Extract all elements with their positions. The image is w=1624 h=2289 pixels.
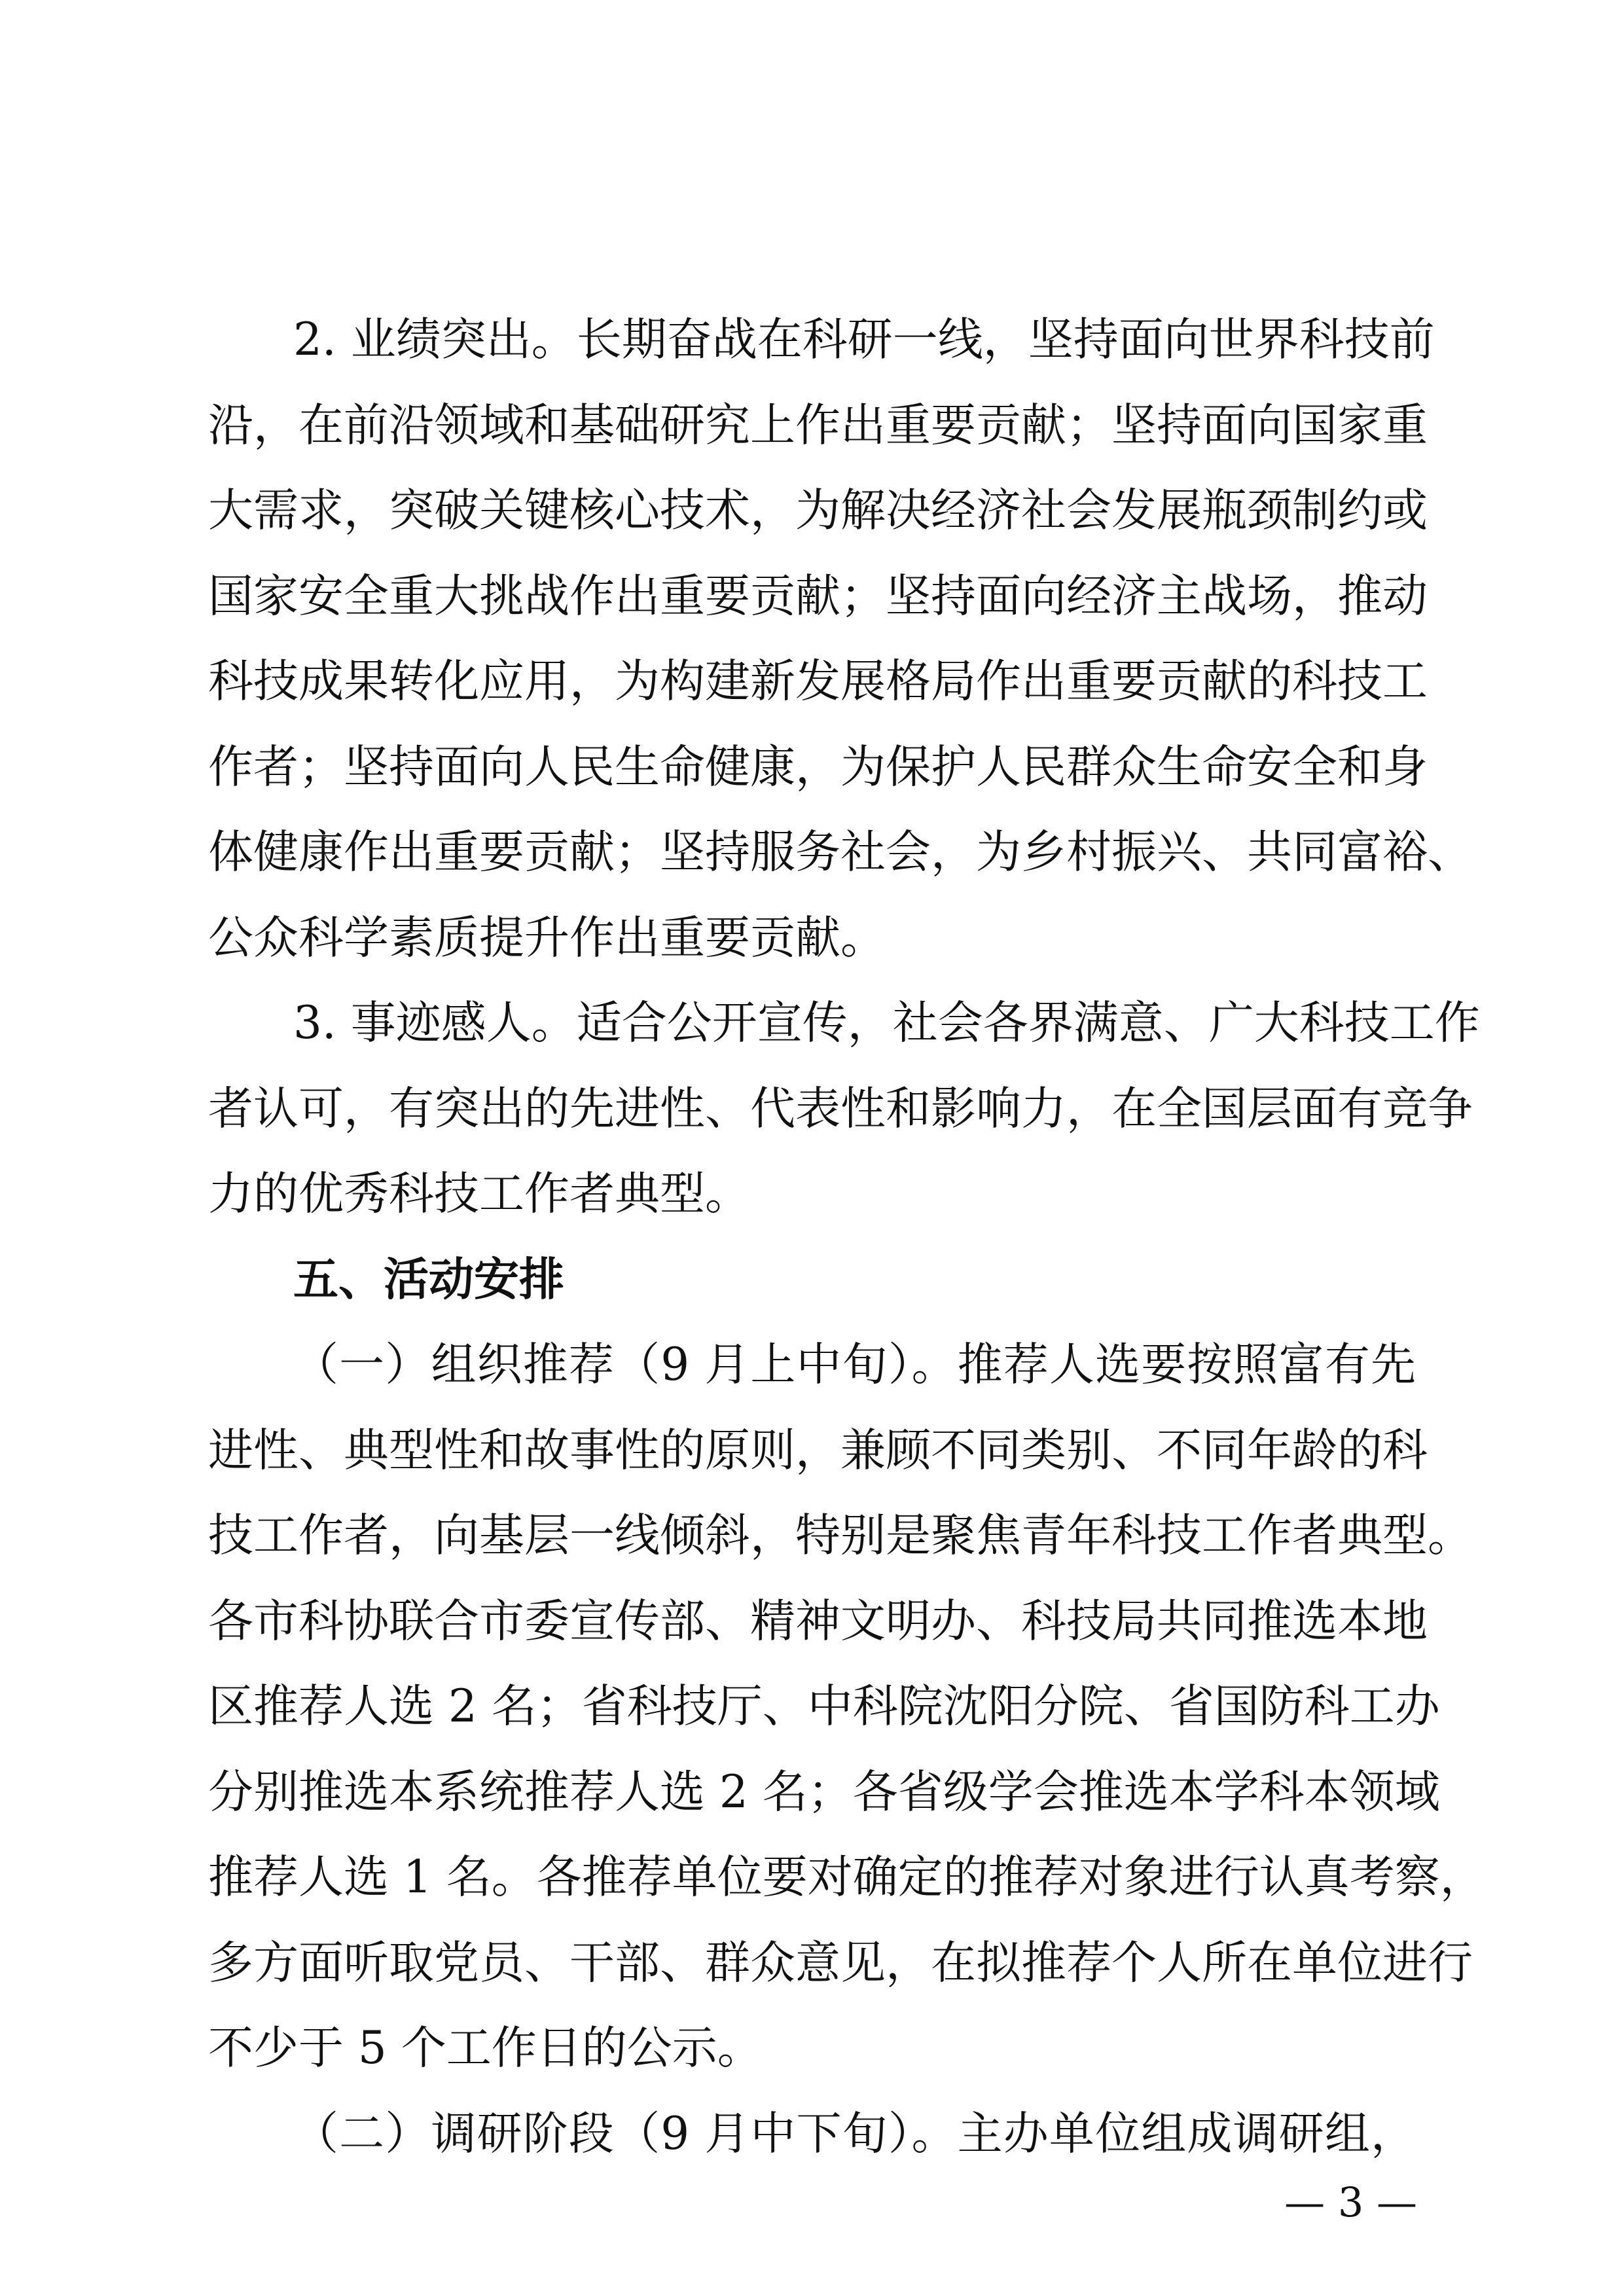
paragraph-line: 技工作者，向基层一线倾斜，特别是聚焦青年科技工作者典型。 bbox=[208, 1509, 1473, 1562]
paragraph-line: 作者；坚持面向人民生命健康，为保护人民群众生命安全和身 bbox=[208, 741, 1428, 793]
paragraph-line: （一）组织推荐（9 月上中旬）。推荐人选要按照富有先 bbox=[293, 1339, 1416, 1391]
paragraph-line: 公众科学素质提升作出重要贡献。 bbox=[208, 912, 886, 964]
paragraph-line: 国家安全重大挑战作出重要贡献；坚持面向经济主战场，推动 bbox=[208, 570, 1428, 622]
paragraph-line: 力的优秀科技工作者典型。 bbox=[208, 1168, 750, 1220]
paragraph-line: 区推荐人选 2 名；省科技厅、中科院沈阳分院、省国防科工办 bbox=[208, 1680, 1440, 1733]
paragraph-line: 分别推选本系统推荐人选 2 名；各省级学会推选本学科本领域 bbox=[208, 1766, 1440, 1818]
paragraph-line: 进性、典型性和故事性的原则，兼顾不同类别、不同年龄的科 bbox=[208, 1424, 1428, 1477]
paragraph-line: 推荐人选 1 名。各推荐单位要对确定的推荐对象进行认真考察， bbox=[208, 1851, 1485, 1903]
page-number: — 3 — bbox=[1284, 2178, 1417, 2226]
paragraph-line: 各市科协联合市委宣传部、精神文明办、科技局共同推选本地 bbox=[208, 1595, 1428, 1648]
paragraph-line: 沿，在前沿领域和基础研究上作出重要贡献；坚持面向国家重 bbox=[208, 399, 1428, 452]
paragraph-line: 不少于 5 个工作日的公示。 bbox=[208, 2022, 763, 2074]
paragraph-line: 科技成果转化应用，为构建新发展格局作出重要贡献的科技工 bbox=[208, 655, 1428, 708]
paragraph-line: 多方面听取党员、干部、群众意见，在拟推荐个人所在单位进行 bbox=[208, 1937, 1473, 1989]
paragraph-line: 者认可，有突出的先进性、代表性和影响力，在全国层面有竞争 bbox=[208, 1083, 1473, 1135]
paragraph-line: 体健康作出重要贡献；坚持服务社会，为乡村振兴、共同富裕、 bbox=[208, 826, 1473, 878]
paragraph-line: 3. 事迹感人。适合公开宣传，社会各界满意、广大科技工作 bbox=[293, 997, 1480, 1049]
paragraph-line: 大需求，突破关键核心技术，为解决经济社会发展瓶颈制约或 bbox=[208, 484, 1428, 537]
paragraph-line: （二）调研阶段（9 月中下旬）。主办单位组成调研组， bbox=[293, 2108, 1416, 2160]
section-heading: 五、活动安排 bbox=[293, 1253, 564, 1306]
paragraph-line: 2. 业绩突出。长期奋战在科研一线，坚持面向世界科技前 bbox=[293, 314, 1435, 366]
